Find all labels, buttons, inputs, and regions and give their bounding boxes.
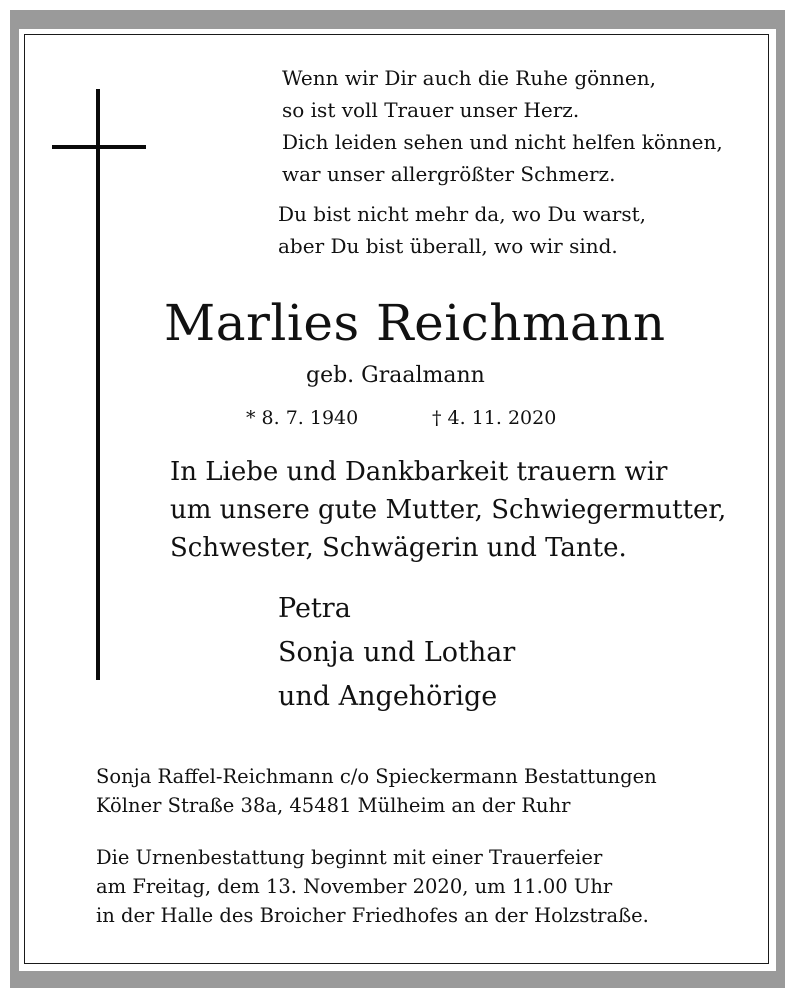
- mourning-line: Schwester, Schwägerin und Tante.: [170, 533, 627, 563]
- mourning-line: In Liebe und Dankbarkeit trauern wir: [170, 457, 668, 487]
- signer: Petra: [278, 593, 351, 624]
- poem-stanza-2: [278, 198, 646, 262]
- cross-vertical-bar: [96, 89, 100, 680]
- birth-date: * 8. 7. 1940: [246, 407, 359, 429]
- deceased-name: Marlies Reichmann: [164, 294, 666, 352]
- poem-line: Du bist nicht mehr da, wo Du warst,: [278, 202, 646, 226]
- poem-line: Dich leiden sehen und nicht helfen können,: [282, 130, 723, 154]
- ceremony-info: [96, 843, 649, 930]
- ceremony-line: Die Urnenbestattung beginnt mit einer Trauerfeier: [96, 846, 603, 869]
- contact-line: Sonja Raffel-Reichmann c/o Spieckermann Bestattungen: [96, 765, 657, 788]
- contact-line: Kölner Straße 38a, 45481 Mülheim an der Ruhr: [96, 794, 571, 817]
- mourning-text: [170, 453, 726, 567]
- ceremony-line: am Freitag, dem 13. November 2020, um 11.00 Uhr: [96, 875, 613, 898]
- signer: und Angehörige: [278, 681, 498, 712]
- cross-horizontal-bar: [52, 145, 146, 149]
- mourning-line: um unsere gute Mutter, Schwiegermutter,: [170, 495, 727, 525]
- birth-name: geb. Graalmann: [306, 363, 485, 388]
- death-date: † 4. 11. 2020: [432, 407, 557, 429]
- signers-list: [278, 587, 515, 719]
- poem-line: aber Du bist überall, wo wir sind.: [278, 234, 618, 258]
- ceremony-line: in der Halle des Broicher Friedhofes an der Holzstraße.: [96, 904, 649, 927]
- poem-line: so ist voll Trauer unser Herz.: [282, 98, 580, 122]
- poem-line: Wenn wir Dir auch die Ruhe gönnen,: [282, 66, 656, 90]
- poem-line: war unser allergrößter Schmerz.: [282, 162, 616, 186]
- signer: Sonja und Lothar: [278, 637, 516, 668]
- poem-stanza-1: [282, 62, 723, 190]
- contact-address: [96, 762, 657, 820]
